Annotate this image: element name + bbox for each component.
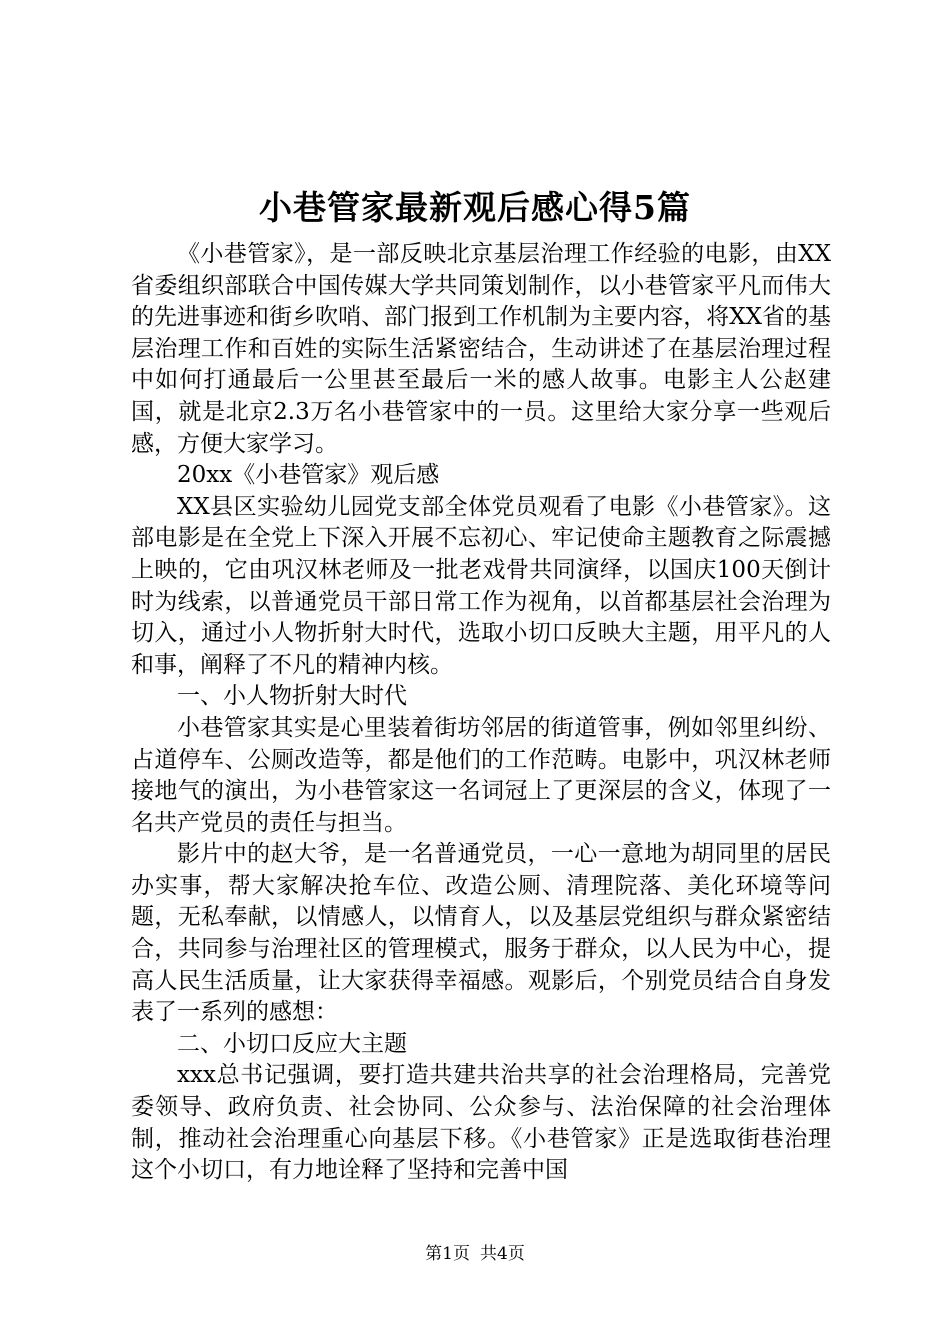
subsection-heading: 二、小切口反应大主题	[177, 1030, 407, 1057]
subsection-heading: 一、小人物折射大时代	[177, 683, 407, 710]
page-footer	[0, 1242, 950, 1266]
page-number: 第1页	[425, 1244, 470, 1264]
section-title: 20xx《小巷管家》观后感	[177, 462, 440, 489]
body-paragraph: xxx总书记强调，要打造共建共治共享的社会治理格局，完善党委领导、政府负责、社会协同、公众参与、法治保障的社会治理体制，推动社会治理重心向基层下移。《小巷管家》正是选取街巷治理这个小切口，有力地诠释了坚持和完善中国	[131, 1062, 831, 1184]
document-title: 小巷管家最新观后感心得5篇	[259, 188, 691, 227]
body-paragraph: 小巷管家其实是心里装着街坊邻居的街道管事，例如邻里纠纷、占道停车、公厕改造等，都是他们的工作范畴。电影中，巩汉林老师接地气的演出，为小巷管家这一名词冠上了更深层的含义，体现了一名共产党员的责任与担当。	[131, 714, 831, 836]
document-body	[131, 239, 831, 1187]
body-paragraph: XX县区实验幼儿园党支部全体党员观看了电影《小巷管家》。这部电影是在全党上下深入开展不忘初心、牢记使命主题教育之际震撼上映的，它由巩汉林老师及一批老戏骨共同演绎，以国庆100天倒计时为线索，以普通党员干部日常工作为视角，以首都基层社会治理为切入，通过小人物折射大时代，选取小切口反映大主题，用平凡的人和事，阐释了不凡的精神内核。	[131, 493, 831, 678]
intro-paragraph: 《小巷管家》，是一部反映北京基层治理工作经验的电影，由XX省委组织部联合中国传媒大学共同策划制作，以小巷管家平凡而伟大的先进事迹和街乡吹哨、部门报到工作机制为主要内容，将XX省的基层治理工作和百姓的实际生活紧密结合，生动讲述了在基层治理过程中如何打通最后一公里甚至最后一米的感人故事。电影主人公赵建国，就是北京2.3万名小巷管家中的一员。这里给大家分享一些观后感，方便大家学习。	[131, 241, 831, 457]
body-paragraph: 影片中的赵大爷，是一名普通党员，一心一意地为胡同里的居民办实事，帮大家解决抢车位、改造公厕、清理院落、美化环境等问题，无私奉献，以情感人，以情育人，以及基层党组织与群众紧密结合，共同参与治理社区的管理模式，服务于群众，以人民为中心，提高人民生活质量，让大家获得幸福感。观影后，个别党员结合自身发表了一系列的感想：	[131, 841, 831, 1026]
page-total: 共4页	[480, 1244, 525, 1264]
